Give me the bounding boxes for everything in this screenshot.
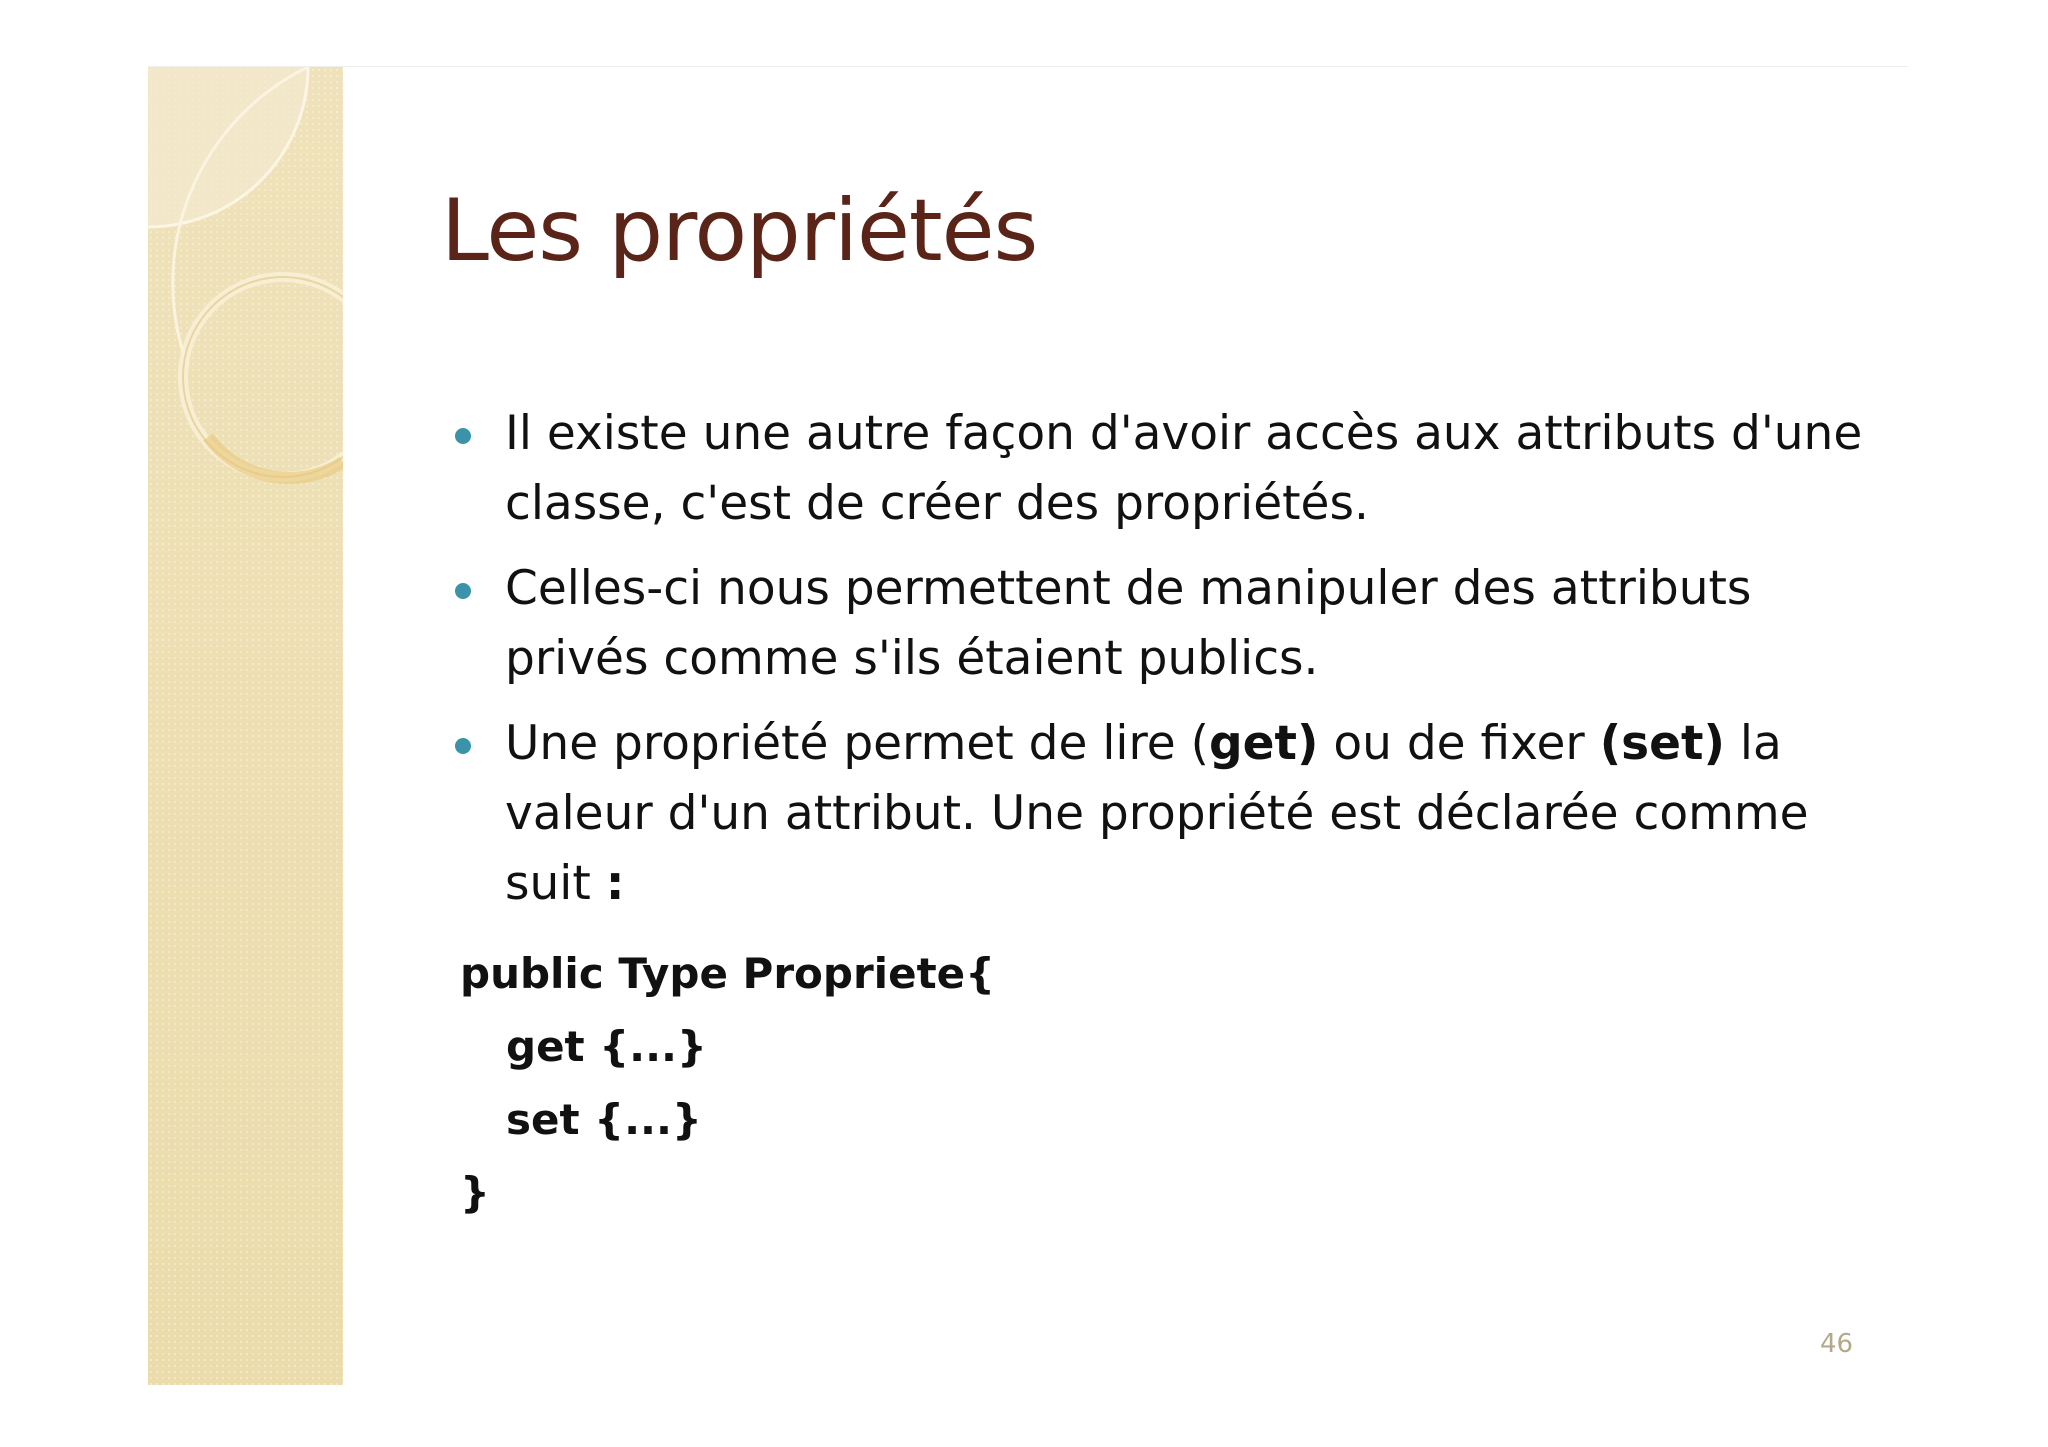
bullet-dot-icon	[455, 583, 471, 599]
bullet-text: Celles-ci nous permettent de manipuler des attributs privés comme s'ils étaient publics.	[505, 561, 1752, 686]
bullet-item	[455, 554, 1875, 694]
decorative-circles-graphic	[148, 67, 343, 537]
bullet-text: ou de fixer	[1318, 716, 1600, 771]
bullet-text: la valeur d'un attribut. Une propriété est déclarée comme suit	[505, 716, 1809, 911]
bullet-dot-icon	[455, 428, 471, 444]
slide-title: Les propriétés	[441, 181, 1038, 281]
bullet-text-bold: (set)	[1599, 716, 1725, 771]
page-number: 46	[1820, 1329, 1854, 1359]
bullet-list	[455, 399, 1875, 934]
code-line-get: get {...}	[506, 1022, 707, 1071]
code-block	[460, 937, 995, 1229]
bullet-text-bold: :	[605, 856, 625, 911]
bullet-text-bold: get)	[1208, 716, 1319, 771]
code-line-set: set {...}	[506, 1095, 702, 1144]
bullet-dot-icon	[455, 738, 471, 754]
decorative-side-band	[148, 67, 343, 1385]
bullet-item	[455, 399, 1875, 539]
code-line-declaration: public Type Propriete{	[460, 949, 996, 998]
code-line-closing-brace: }	[460, 1168, 490, 1217]
bullet-text: Une propriété permet de lire (	[505, 716, 1209, 771]
slide	[148, 66, 1908, 1385]
bullet-item	[455, 709, 1875, 919]
bullet-text: Il existe une autre façon d'avoir accès aux attributs d'une classe, c'est de créer des propriétés.	[505, 406, 1863, 531]
